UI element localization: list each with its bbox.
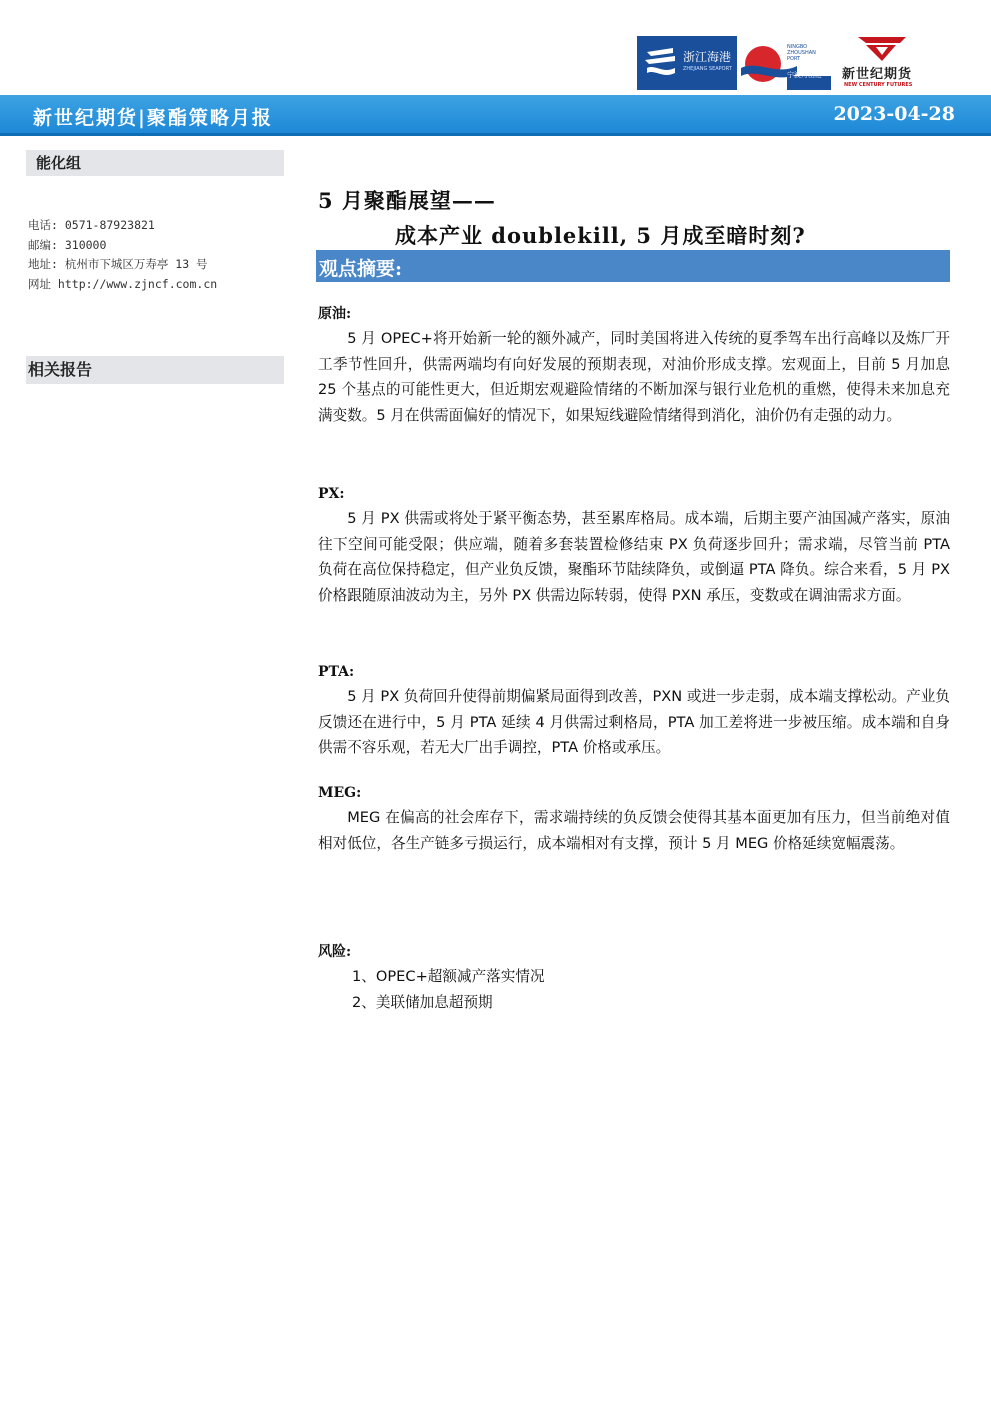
ningbo-port-panel (737, 36, 831, 90)
summary-header-label: 观点摘要: (319, 258, 403, 280)
contact-info (28, 216, 217, 294)
report-date: 2023-04-28 (833, 103, 955, 125)
zhejiang-port-name: 浙江海港 (683, 50, 732, 64)
contact-postcode: 邮编: 310000 (28, 237, 107, 252)
contact-address: 地址: 杭州市下城区万寿亭 13 号 (28, 257, 208, 271)
ningbo-port-name: 宁波舟山港 (787, 71, 822, 79)
contact-website[interactable]: 网址 http://www.zjncf.com.cn (28, 276, 218, 291)
headline-line-2: 成本产业 doublekill, 5 月成至暗时刻? (395, 223, 806, 248)
summary-header (316, 250, 950, 282)
risk-item: 2、美联储加息超预期 (352, 993, 493, 1011)
contact-phone: 电话: 0571-87923821 (28, 218, 155, 232)
report-title: 新世纪期货|聚酯策略月报 (33, 107, 273, 129)
section-body: 5 月 PX 负荷回升使得前期偏紧局面得到改善，PXN 或进一步走弱，成本端支撑松动。产业负反馈还在进行中，5 月 PTA 延续 4 月供需过剩格局，PTA 加工差将进一步被压缩。成本端和自身供需不容乐观，若无大厂出手调控，PTA 价格或承压。 (318, 688, 950, 757)
section-label: PX: (318, 486, 345, 502)
related-reports-heading: 相关报告 (26, 356, 284, 384)
new-century-en: NEW CENTURY FUTURES (844, 82, 913, 88)
section-label: 风险: (318, 944, 352, 960)
new-century-name: 新世纪期货 (842, 67, 913, 82)
section-crude-oil (318, 302, 950, 428)
new-century-futures-logo (836, 33, 932, 91)
section-body: MEG 在偏高的社会库存下，需求端持续的负反馈会使得其基本面更加有压力，但当前绝对值相对低位，各生产链多亏损运行，成本端相对有支撑，预计 5 月 MEG 价格延续宽幅震荡。 (318, 809, 950, 852)
section-label: 原油: (318, 306, 352, 322)
section-body: 5 月 PX 供需或将处于紧平衡态势，甚至累库格局。成本端，后期主要产油国减产落实，原油往下空间可能受限；供应端，随着多套装置检修结束 PX 负荷逐步回升；需求端，尽管当前 PTA 负荷在高位保持稳定，但产业负反馈，聚酯环节陆续降负，或倒逼 PTA 降负。综合来看，5 月 PX 价格跟随原油波动为主，另外 PX 供需边际转弱，使得 PXN 承压，变数或在调油需求方面。 (318, 510, 950, 604)
section-risk (318, 940, 950, 1015)
risk-item: 1、OPEC+超额减产落实情况 (352, 968, 545, 985)
sidebar-group-heading: 能化组 (26, 150, 284, 176)
zhejiang-port-logo (637, 36, 831, 90)
section-body: 5 月 OPEC+将开始新一轮的额外减产，同时美国将进入传统的夏季驾车出行高峰以及炼厂开工季节性回升，供需两端均有向好发展的预期表现，对油价形成支撑。宏观面上，目前 5 月加息 25 个基点的可能性更大，但近期宏观避险情绪的不断加深与银行业危机的重燃，使得未来加息充满变数。5 月在供需面偏好的情况下，如果短线避险情绪得到消化，油价仍有走强的动力。 (318, 330, 950, 424)
section-pta (318, 660, 950, 761)
report-banner (0, 95, 991, 136)
section-px (318, 482, 950, 608)
section-meg (318, 781, 950, 856)
section-label: PTA: (318, 664, 355, 680)
ningbo-port-en: NINGBO ZHOUSHAN PORT (787, 44, 816, 62)
zhejiang-port-en: ZHEJIANG SEAPORT (683, 66, 732, 72)
headline-line-1: 5 月聚酯展望—— (318, 188, 496, 213)
new-century-emblem-icon (836, 33, 932, 63)
section-label: MEG: (318, 785, 362, 801)
zhejiang-port-emblem-icon (643, 44, 679, 82)
